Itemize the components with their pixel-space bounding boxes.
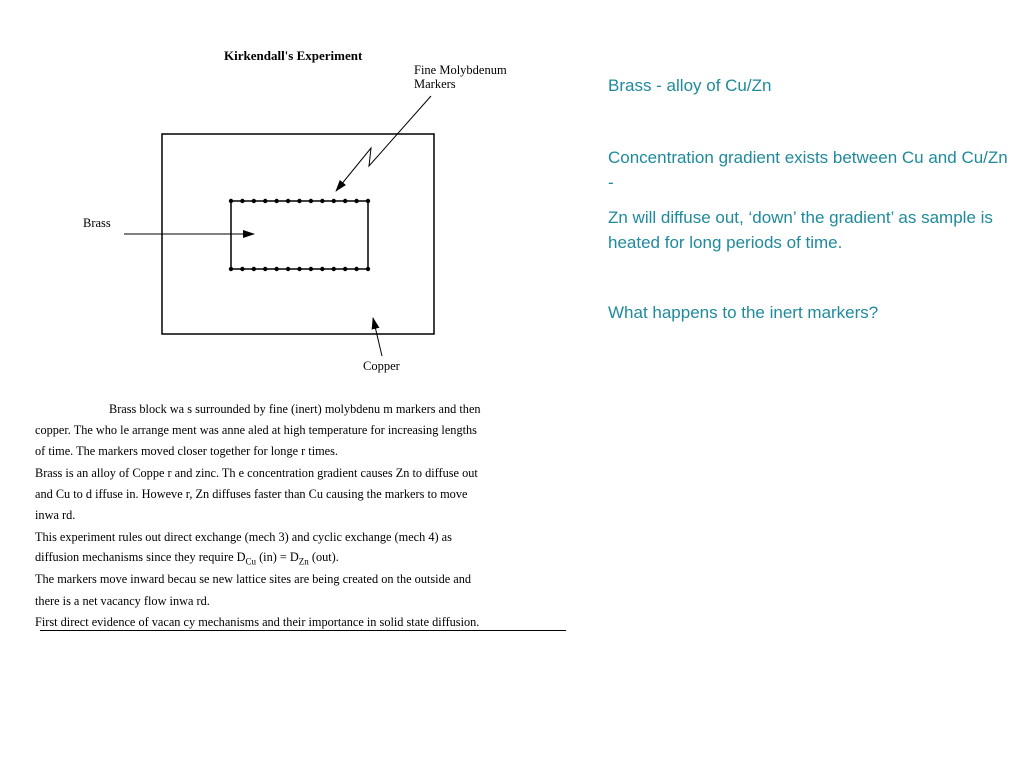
marker-dot	[343, 199, 347, 203]
marker-dot	[309, 267, 313, 271]
subscript-cu: Cu	[245, 556, 256, 567]
marker-dot	[252, 267, 256, 271]
caption-text: (in) = D	[256, 550, 299, 564]
copper-label: Copper	[363, 359, 400, 373]
note-question: What happens to the inert markers?	[608, 303, 879, 322]
copper-arrow	[373, 318, 382, 356]
caption-line: and Cu to d iffuse in. Howeve r, Zn diffuses faster than Cu causing the markers to move	[35, 487, 468, 501]
marker-dot	[343, 267, 347, 271]
caption-line: Brass block wa s surrounded by fine (inert) molybdenu m markers and then	[109, 402, 481, 416]
brass-inner-block	[231, 201, 368, 269]
marker-dot	[229, 199, 233, 203]
caption-text: diffusion mechanisms since they require D	[35, 550, 246, 564]
marker-dot	[229, 267, 233, 271]
subscript-zn: Zn	[298, 556, 309, 567]
marker-dot	[309, 199, 313, 203]
figure-caption	[35, 400, 570, 632]
marker-dot	[263, 199, 267, 203]
marker-dot	[354, 267, 358, 271]
markers-label: Fine Molybdenum Markers	[414, 63, 507, 91]
caption-underline	[40, 630, 566, 631]
marker-dot	[354, 199, 358, 203]
note-brass-alloy: Brass - alloy of Cu/Zn	[608, 76, 772, 95]
marker-dot	[240, 199, 244, 203]
marker-dot	[240, 267, 244, 271]
caption-line: This experiment rules out direct exchange (mech 3) and cyclic exchange (mech 4) as	[35, 530, 452, 544]
marker-dot	[366, 199, 370, 203]
caption-line: First direct evidence of vacan cy mechanisms and their importance in solid state diffusion.	[35, 615, 480, 629]
marker-dot	[252, 199, 256, 203]
brass-label: Brass	[83, 216, 111, 230]
marker-dot	[332, 267, 336, 271]
marker-dot	[274, 199, 278, 203]
marker-dot	[274, 267, 278, 271]
caption-line	[35, 549, 339, 569]
marker-dot	[320, 267, 324, 271]
caption-text: (out).	[308, 550, 339, 564]
caption-line: The markers move inward becau se new lattice sites are being created on the outside and	[35, 572, 472, 586]
caption-line: there is a net vacancy flow inwa rd.	[35, 594, 210, 608]
marker-dot	[263, 267, 267, 271]
caption-line: inwa rd.	[35, 508, 76, 522]
kirkendall-figure	[0, 0, 600, 400]
figure-title: Kirkendall's Experiment	[224, 48, 363, 63]
marker-dot	[320, 199, 324, 203]
marker-dot	[286, 199, 290, 203]
note-zn-diffusion: Zn will diffuse out, ‘down’ the gradient’ as sample is heated for long periods of time.	[608, 208, 993, 252]
marker-dot	[297, 199, 301, 203]
note-concentration-gradient: Concentration gradient exists between Cu and Cu/Zn -	[608, 148, 1008, 192]
marker-dot	[286, 267, 290, 271]
caption-line: of time. The markers moved closer together for longe r times.	[35, 444, 339, 458]
caption-line: copper. The who le arrange ment was anne aled at high temperature for increasing lengths	[35, 423, 477, 437]
caption-line: Brass is an alloy of Coppe r and zinc. Th e concentration gradient causes Zn to diffuse out	[35, 466, 478, 480]
marker-dot	[332, 199, 336, 203]
marker-dot	[366, 267, 370, 271]
molybdenum-markers	[229, 199, 370, 271]
markers-arrow	[336, 96, 431, 191]
marker-dot	[297, 267, 301, 271]
